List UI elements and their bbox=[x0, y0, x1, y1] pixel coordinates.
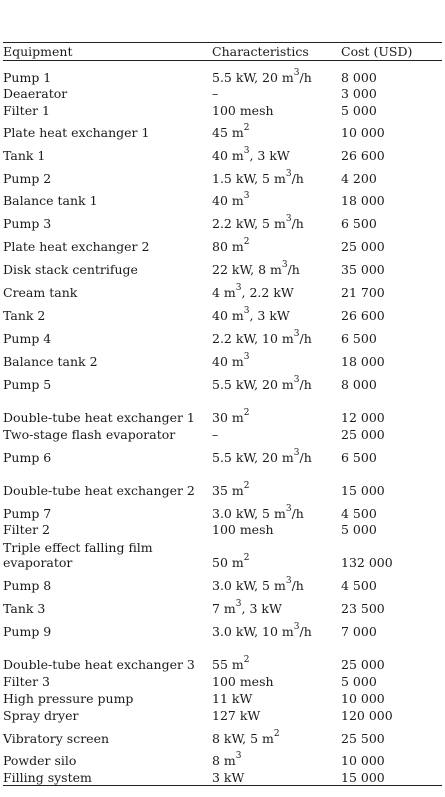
equipment-cell: Spray dryer bbox=[3, 707, 79, 723]
equipment-cost-table bbox=[3, 42, 442, 786]
characteristics-cell: 50 $m^2$ bbox=[212, 553, 250, 570]
cost-cell: 10 000 bbox=[341, 124, 385, 140]
equipment-cell: Pump 7 bbox=[3, 505, 52, 521]
table-row bbox=[3, 208, 442, 231]
characteristics-cell: 3.0 kW, 5 $m^3/h$ bbox=[212, 504, 304, 521]
table-row bbox=[3, 689, 442, 706]
header-characteristics: Characteristics bbox=[212, 43, 341, 61]
equipment-cell: Pump 1 bbox=[3, 69, 52, 85]
equipment-cell: Two-stage flash evaporator bbox=[3, 426, 176, 442]
cost-cell: 23 500 bbox=[341, 600, 385, 616]
equipment-cell: Filling system bbox=[3, 768, 212, 786]
equipment-cell: High pressure pump bbox=[3, 690, 134, 706]
equipment-cell: Cream tank bbox=[3, 284, 78, 300]
equipment-cell: Balance tank 2 bbox=[3, 353, 98, 369]
cost-cell: 21 700 bbox=[341, 284, 385, 300]
equipment-cell: Disk stack centrifuge bbox=[3, 261, 138, 277]
header-row bbox=[3, 43, 442, 61]
characteristics-cell: 8 $m^3$ bbox=[212, 751, 242, 768]
header-cost: Cost (USD) bbox=[341, 43, 442, 61]
characteristics-cell: – bbox=[212, 426, 219, 442]
table-row bbox=[3, 425, 442, 442]
equipment-cell: Double-tube heat exchanger 3 bbox=[3, 656, 195, 672]
equipment-cell: Double-tube heat exchanger 1 bbox=[3, 409, 195, 425]
header-equipment: Equipment bbox=[3, 43, 212, 61]
cost-cell: 25 500 bbox=[341, 730, 385, 746]
table-row bbox=[3, 140, 442, 163]
equipment-cell: Powder silo bbox=[3, 752, 77, 768]
characteristics-cell: 35 $m^2$ bbox=[212, 481, 250, 498]
cost-cell: 5 000 bbox=[341, 521, 377, 537]
cost-cell: 132 000 bbox=[341, 554, 393, 570]
cost-cell: 25 000 bbox=[341, 426, 385, 442]
table-row bbox=[3, 300, 442, 323]
table-row bbox=[3, 639, 442, 672]
table-row bbox=[3, 570, 442, 593]
characteristics-cell: 40 $m^3$ bbox=[212, 191, 250, 208]
cost-cell: 18 000 bbox=[341, 353, 385, 369]
table-row bbox=[3, 61, 442, 85]
cost-cell: 6 500 bbox=[341, 215, 377, 231]
table-row bbox=[3, 101, 442, 118]
table-row bbox=[3, 369, 442, 392]
table-row bbox=[3, 392, 442, 425]
characteristics-cell: 40 $m^3$, 3 kW bbox=[212, 306, 290, 323]
characteristics-cell: 4 $m^3$, 2.2 kW bbox=[212, 283, 294, 300]
cost-cell: 7 000 bbox=[341, 623, 377, 639]
characteristics-cell: 3.0 kW, 10 $m^3/h$ bbox=[212, 622, 312, 639]
equipment-cell: Pump 8 bbox=[3, 577, 52, 593]
cost-cell: 15 000 bbox=[341, 482, 385, 498]
cost-cell: 10 000 bbox=[341, 752, 385, 768]
characteristics-cell: 3 kW bbox=[212, 768, 341, 786]
characteristics-cell: 1.5 kW, 5 $m^3/h$ bbox=[212, 169, 304, 186]
cost-cell: 120 000 bbox=[341, 707, 393, 723]
cost-cell: 35 000 bbox=[341, 261, 385, 277]
characteristics-cell: 100 mesh bbox=[212, 673, 274, 689]
cost-cell: 15 000 bbox=[341, 768, 442, 786]
characteristics-cell: 127 kW bbox=[212, 707, 261, 723]
cost-cell: 26 600 bbox=[341, 147, 385, 163]
cost-cell: 4 500 bbox=[341, 505, 377, 521]
table-row bbox=[3, 277, 442, 300]
equipment-cell: Tank 2 bbox=[3, 307, 46, 323]
characteristics-cell: 8 kW, 5 $m^2$ bbox=[212, 729, 280, 746]
equipment-cell: Pump 6 bbox=[3, 449, 52, 465]
table-row bbox=[3, 593, 442, 616]
equipment-cell: Filter 3 bbox=[3, 673, 50, 689]
cost-cell: 18 000 bbox=[341, 192, 385, 208]
characteristics-cell: 5.5 kW, 20 $m^3/h$ bbox=[212, 375, 312, 392]
characteristics-cell: 80 $m^2$ bbox=[212, 237, 250, 254]
table-row bbox=[3, 768, 442, 786]
table-row bbox=[3, 706, 442, 723]
characteristics-cell: 30 $m^2$ bbox=[212, 408, 250, 425]
equipment-cell: Double-tube heat exchanger 2 bbox=[3, 482, 195, 498]
equipment-cell: Pump 4 bbox=[3, 330, 52, 346]
equipment-cell: Deaerator bbox=[3, 85, 68, 101]
table-row bbox=[3, 442, 442, 465]
characteristics-cell: 55 $m^2$ bbox=[212, 655, 250, 672]
equipment-cell: Filter 2 bbox=[3, 521, 50, 537]
table-header bbox=[3, 43, 442, 61]
cost-cell: 6 500 bbox=[341, 449, 377, 465]
table-row bbox=[3, 85, 442, 101]
table-row bbox=[3, 672, 442, 689]
characteristics-cell: 40 $m^3$, 3 kW bbox=[212, 146, 290, 163]
table-row bbox=[3, 616, 442, 639]
characteristics-cell: 3.0 kW, 5 $m^3/h$ bbox=[212, 576, 304, 593]
equipment-cell: Pump 3 bbox=[3, 215, 52, 231]
cost-cell: 6 500 bbox=[341, 330, 377, 346]
table-row bbox=[3, 465, 442, 498]
characteristics-cell: 7 $m^3$, 3 kW bbox=[212, 599, 282, 616]
table-row bbox=[3, 323, 442, 346]
cost-cell: 5 000 bbox=[341, 673, 377, 689]
table-row bbox=[3, 118, 442, 140]
table-row bbox=[3, 186, 442, 208]
characteristics-cell: 2.2 kW, 10 $m^3/h$ bbox=[212, 329, 312, 346]
characteristics-cell: 5.5 kW, 20 $m^3/h$ bbox=[212, 448, 312, 465]
equipment-cell: Balance tank 1 bbox=[3, 192, 98, 208]
table-row bbox=[3, 723, 442, 746]
cost-cell: 3 000 bbox=[341, 85, 377, 101]
characteristics-cell: 100 mesh bbox=[212, 102, 274, 118]
cost-cell: 4 200 bbox=[341, 170, 377, 186]
cost-cell: 8 000 bbox=[341, 376, 377, 392]
equipment-cell: Triple effect falling film evaporator bbox=[3, 539, 153, 570]
equipment-cell: Plate heat exchanger 1 bbox=[3, 124, 150, 140]
characteristics-cell: 5.5 kW, 20 $m^3/h$ bbox=[212, 68, 312, 85]
table-row bbox=[3, 498, 442, 521]
equipment-cell: Filter 1 bbox=[3, 102, 50, 118]
cost-cell: 10 000 bbox=[341, 690, 385, 706]
equipment-cell: Tank 3 bbox=[3, 600, 46, 616]
table-row bbox=[3, 231, 442, 254]
characteristics-cell: 11 kW bbox=[212, 690, 253, 706]
equipment-cell: Plate heat exchanger 2 bbox=[3, 238, 150, 254]
table-body bbox=[3, 61, 442, 786]
table-row bbox=[3, 254, 442, 277]
characteristics-cell: 40 $m^3$ bbox=[212, 352, 250, 369]
cost-cell: 5 000 bbox=[341, 102, 377, 118]
characteristics-cell: 2.2 kW, 5 $m^3/h$ bbox=[212, 214, 304, 231]
equipment-cell: Pump 9 bbox=[3, 623, 52, 639]
equipment-cell: Pump 2 bbox=[3, 170, 52, 186]
table-row bbox=[3, 746, 442, 768]
equipment-cell: Vibratory screen bbox=[3, 730, 110, 746]
cost-cell: 25 000 bbox=[341, 656, 385, 672]
cost-cell: 26 600 bbox=[341, 307, 385, 323]
table-row bbox=[3, 537, 442, 570]
table-row bbox=[3, 521, 442, 537]
characteristics-cell: 45 $m^2$ bbox=[212, 123, 250, 140]
table-row bbox=[3, 346, 442, 369]
characteristics-cell: – bbox=[212, 85, 219, 101]
table-row bbox=[3, 163, 442, 186]
cost-cell: 4 500 bbox=[341, 577, 377, 593]
equipment-cell: Pump 5 bbox=[3, 376, 52, 392]
cost-cell: 8 000 bbox=[341, 69, 377, 85]
characteristics-cell: 100 mesh bbox=[212, 521, 274, 537]
cost-cell: 25 000 bbox=[341, 238, 385, 254]
equipment-cell: Tank 1 bbox=[3, 147, 46, 163]
cost-cell: 12 000 bbox=[341, 409, 385, 425]
characteristics-cell: 22 kW, 8 $m^3/h$ bbox=[212, 260, 300, 277]
